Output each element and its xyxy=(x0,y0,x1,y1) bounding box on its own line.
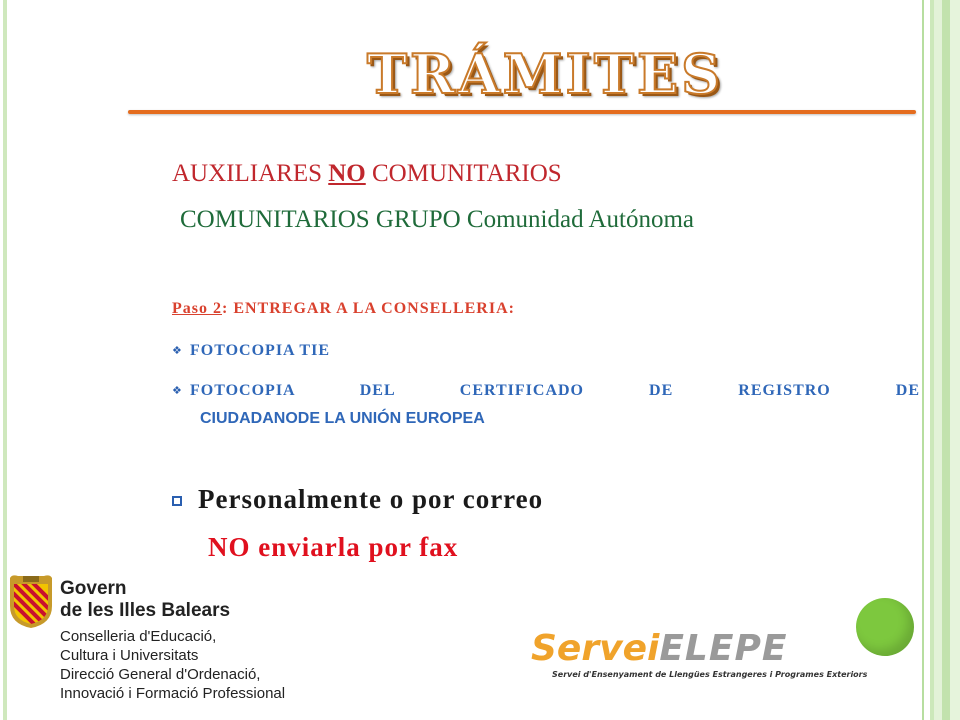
no-fax-warning: NO enviarla por fax xyxy=(208,532,459,562)
bullet-text: FOTOCOPIA TIE xyxy=(190,342,330,359)
bullet-text: FOTOCOPIA DEL CERTIFICADO DE REGISTRO DE xyxy=(190,382,920,399)
govern-department xyxy=(60,627,285,703)
govern-name-line2: de les Illes Balears xyxy=(60,600,231,621)
servei-logo-part1: Servei xyxy=(531,628,660,669)
servei-logo-subtitle: Servei d'Ensenyament de Llengües Estrangeres i Programes Exteriors xyxy=(552,670,868,679)
govern-department-line: Direcció General d'Ordenació, xyxy=(60,666,261,683)
green-circle-decoration xyxy=(856,598,914,656)
govern-department-line: Cultura i Universitats xyxy=(60,647,199,664)
heading-auxiliares-no-comunitarios xyxy=(172,160,562,188)
heading-text-before: AUXILIARES xyxy=(172,160,329,187)
bullet-item xyxy=(172,380,930,402)
delivery-text: Personalmente o por correo xyxy=(198,484,544,514)
govern-department-line: Innovació i Formació Professional xyxy=(60,685,286,702)
govern-shield-icon xyxy=(8,574,54,628)
delivery-item xyxy=(172,484,543,515)
step-heading xyxy=(172,300,515,318)
heading-text-after: COMUNITARIOS xyxy=(365,160,562,187)
step-label: Paso 2 xyxy=(172,300,222,317)
bullet-item xyxy=(172,340,330,362)
diamond-bullet-icon: ❖ xyxy=(172,384,182,397)
diamond-bullet-icon: ❖ xyxy=(172,344,182,357)
servei-elepe-logo xyxy=(531,628,787,669)
slide-title: TRÁMITES xyxy=(366,42,724,106)
govern-department-line: Conselleria d'Educació, xyxy=(60,628,217,645)
title-underline xyxy=(128,110,916,114)
servei-logo-part2: ELEPE xyxy=(659,628,788,669)
bullet-text-continuation: CIUDADANODE LA UNIÓN EUROPEA xyxy=(200,410,485,427)
govern-logo xyxy=(60,578,285,703)
square-bullet-icon xyxy=(172,496,182,506)
govern-name-line1: Govern xyxy=(60,578,127,599)
step-text: : ENTREGAR A LA CONSELLERIA: xyxy=(222,300,515,317)
right-border-stripes xyxy=(920,0,960,720)
heading-comunitarios-grupo: COMUNITARIOS GRUPO Comunidad Autónoma xyxy=(180,206,694,233)
heading-no-highlight: NO xyxy=(328,160,366,187)
left-border-stripe xyxy=(3,0,7,720)
title-container xyxy=(366,42,724,106)
